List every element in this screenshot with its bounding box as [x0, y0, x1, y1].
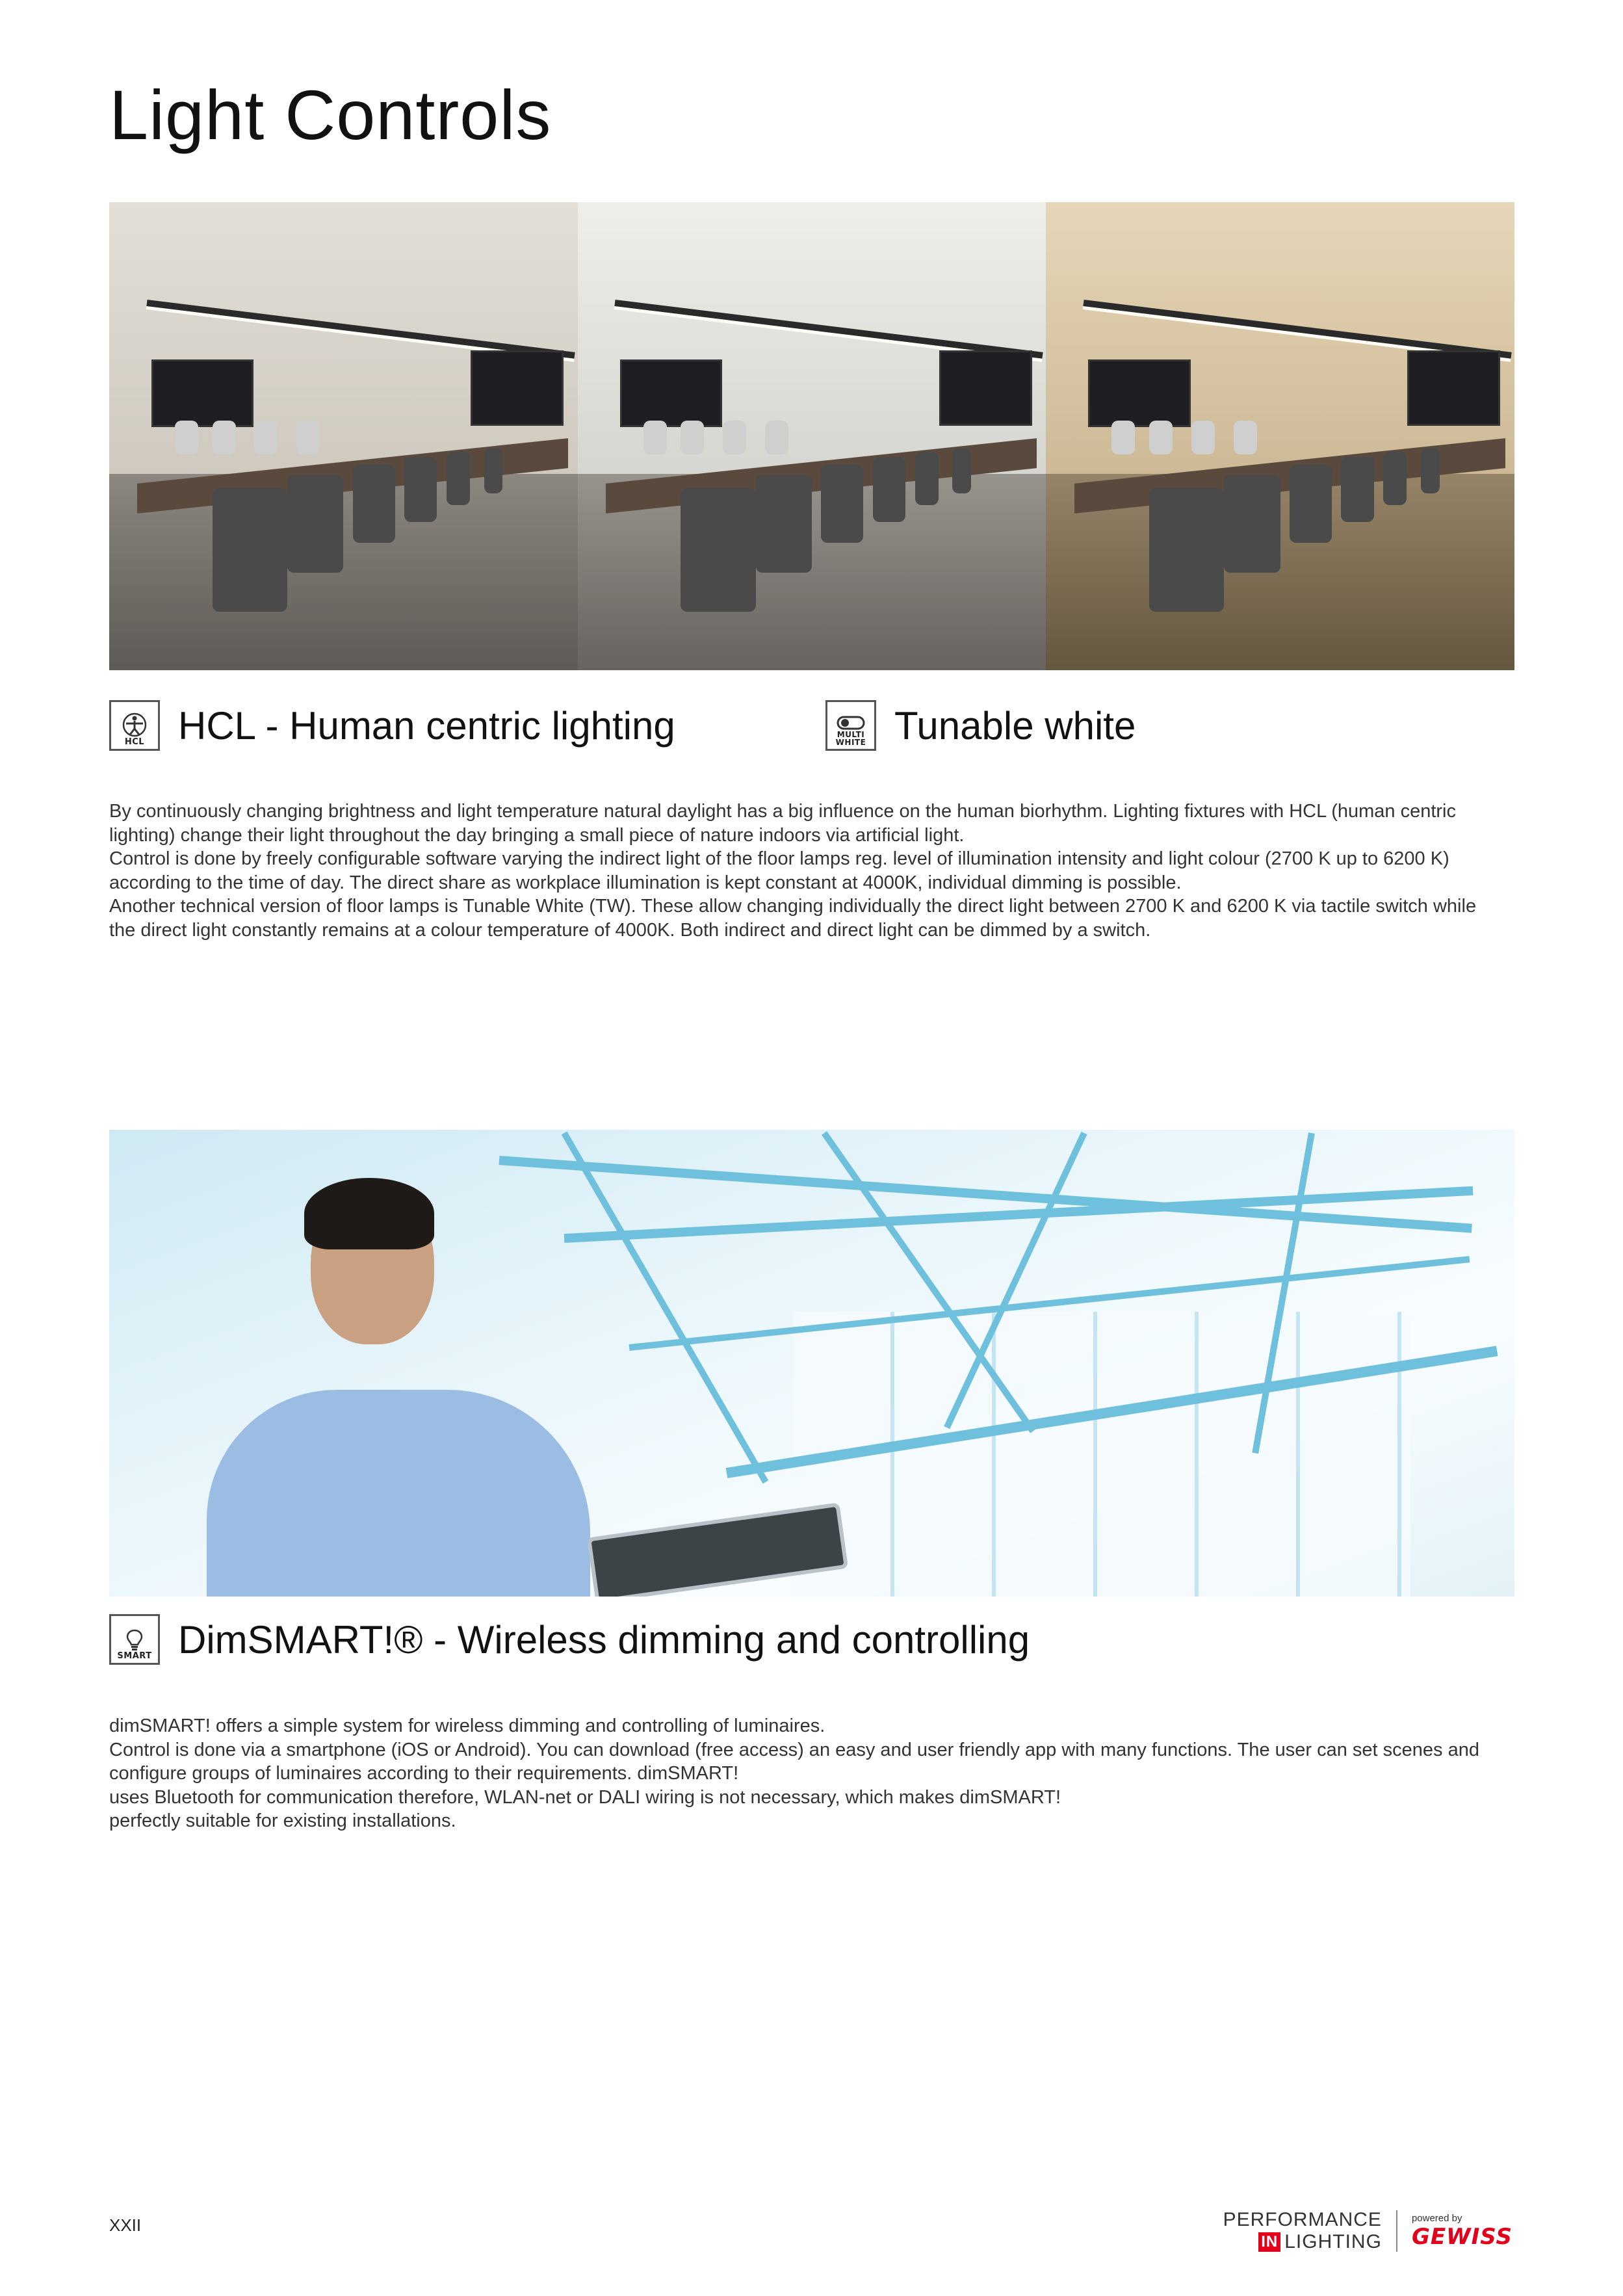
dimsmart-paragraph: uses Bluetooth for communication therefore, WLAN-net or DALI wiring is not necessary, which makes dimSMART!	[109, 1786, 1061, 1808]
conference-room-photo-cool	[578, 202, 1046, 670]
conference-room-photo-warm	[1046, 202, 1514, 670]
gewiss-logo	[1412, 2213, 1513, 2249]
vitruvian-man-icon	[109, 700, 160, 751]
hcl-paragraph: By continuously changing brightness and light temperature natural daylight has a big influence on the human biorhythm. Lighting fixtures with HCL (human centric lighting) change their light throughout the day bringing a small piece of nature indoors via artificial light.	[109, 801, 1456, 846]
powered-by-label: powered by	[1411, 2213, 1462, 2224]
conference-room-photos	[109, 202, 1514, 670]
footer-brand	[1223, 2209, 1513, 2253]
dimsmart-title: DimSMART!® - Wireless dimming and controlling	[178, 1617, 1030, 1662]
page-number: XXII	[109, 2215, 142, 2235]
smart-bulb-icon	[109, 1614, 160, 1665]
page-title: Light Controls	[109, 75, 552, 154]
performance-in-lighting-logo	[1223, 2209, 1382, 2253]
dimsmart-paragraph: perfectly suitable for existing installations.	[109, 1810, 456, 1831]
hcl-description	[109, 800, 1507, 942]
skylight-photo	[109, 1130, 1514, 1597]
brand-line2: LIGHTING	[1284, 2231, 1382, 2252]
brand-line1: PERFORMANCE	[1223, 2209, 1382, 2230]
conference-room-photo-neutral	[109, 202, 578, 670]
brand-in-badge: IN	[1258, 2232, 1280, 2252]
hcl-paragraph: Another technical version of floor lamps is Tunable White (TW). These allow changing individually the direct light between 2700 K and 6200 K via tactile switch while the direct light constantly remains at a colour temperature of 4000K. Both indirect and direct light can be dimmed by a switch.	[109, 896, 1477, 941]
dimsmart-paragraph: dimSMART! offers a simple system for wireless dimming and controlling of luminaires.	[109, 1715, 825, 1736]
brand-divider	[1396, 2210, 1397, 2252]
hcl-icon-tag: HCL	[124, 737, 145, 747]
hcl-heading	[109, 700, 675, 751]
tunable-white-heading	[825, 700, 1136, 751]
hcl-paragraph: Control is done by freely configurable software varying the indirect light of the floor lamps reg. level of illumination intensity and light colour (2700 K up to 6200 K) according to the time of day. The direct share as workplace illumination is kept constant at 4000K, individual dimming is possible.	[109, 848, 1449, 893]
tunable-white-icon-tag: MULTI WHITE	[835, 730, 866, 747]
tunable-white-title: Tunable white	[894, 703, 1136, 748]
toggle-switch-icon	[825, 700, 876, 751]
hcl-title: HCL - Human centric lighting	[178, 703, 675, 748]
dimsmart-paragraph: Control is done via a smartphone (iOS or Android). You can download (free access) an easy and user friendly app with many functions. The user can set scenes and configure groups of luminaires according to their requirements. dimSMART!	[109, 1739, 1479, 1784]
dimsmart-icon-tag: SMART	[117, 1651, 152, 1661]
gewiss-wordmark: GEWISS	[1411, 2224, 1513, 2250]
dimsmart-description	[109, 1714, 1507, 1833]
dimsmart-heading	[109, 1614, 1030, 1665]
